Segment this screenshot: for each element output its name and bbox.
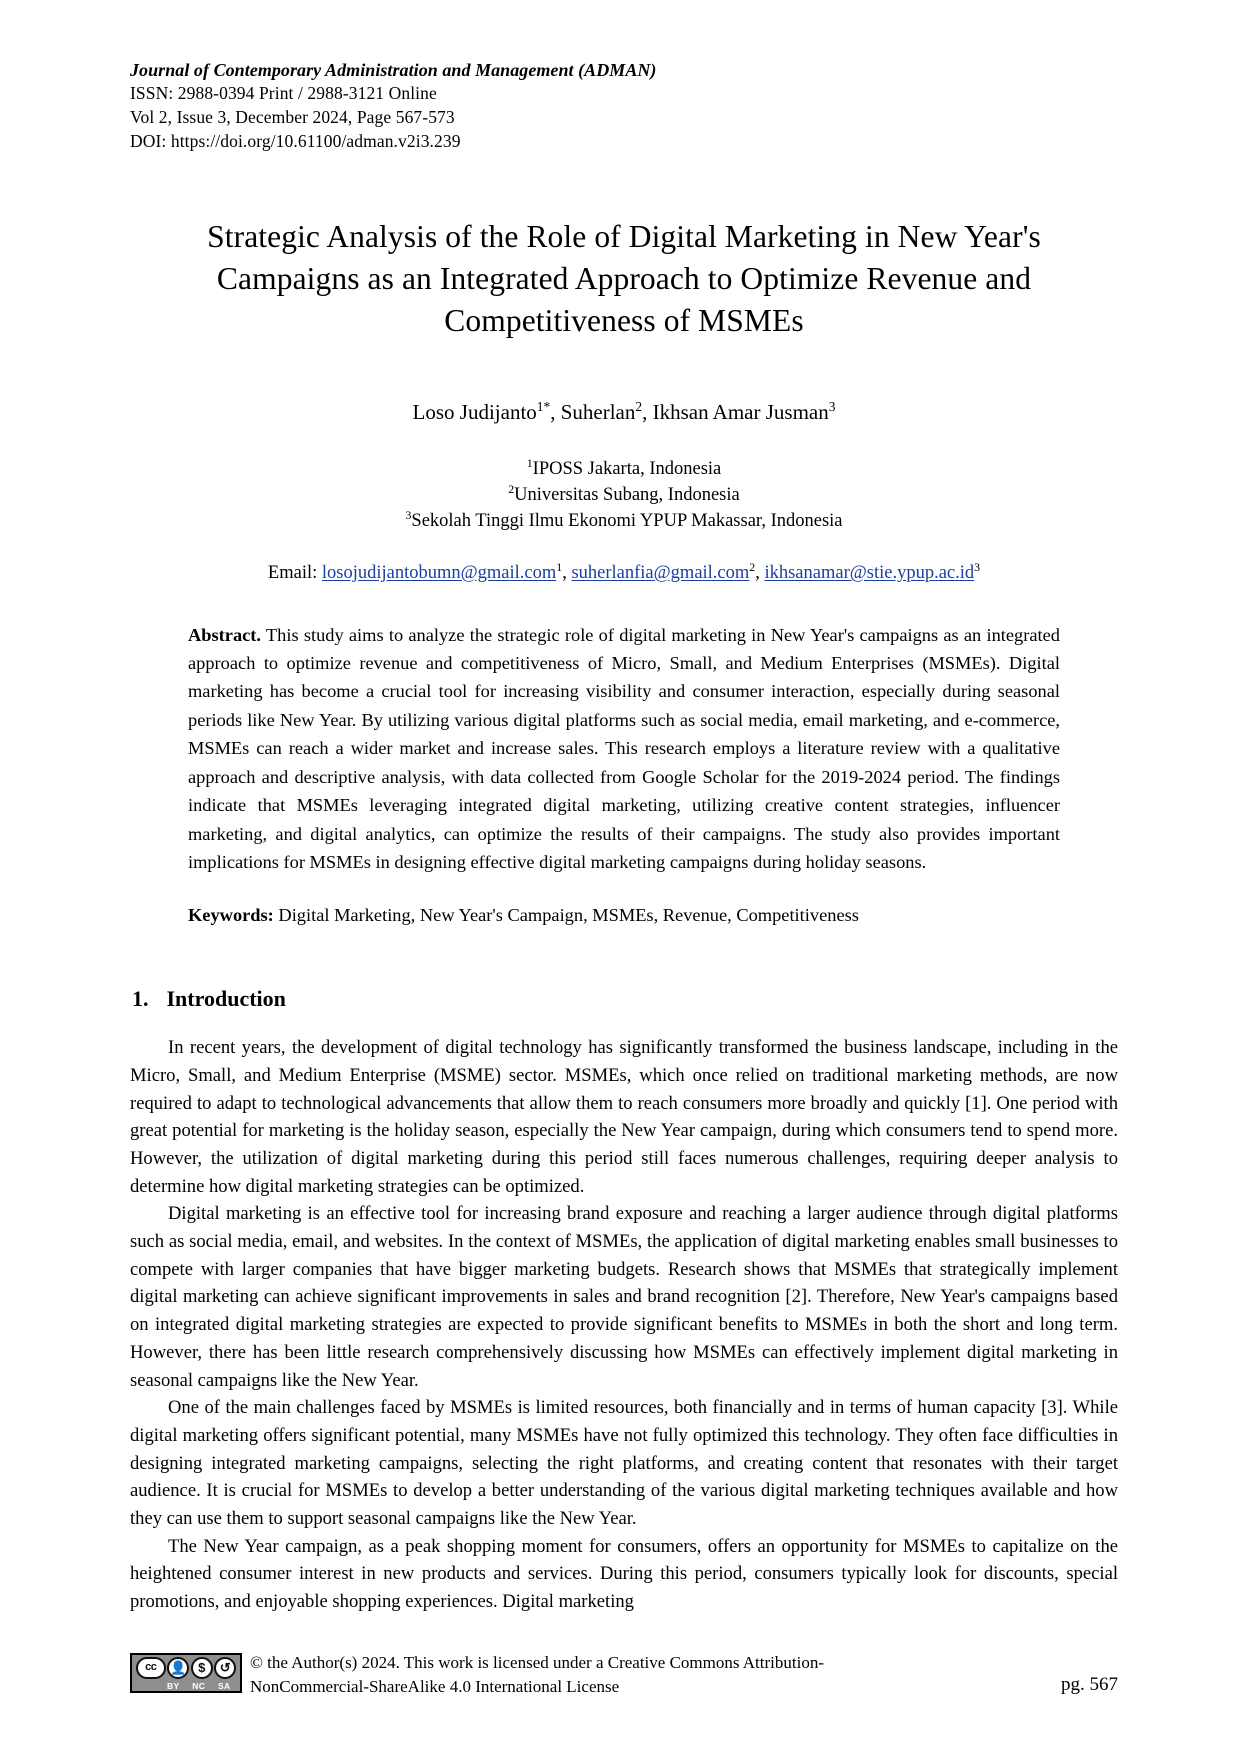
abstract-paragraph — [188, 621, 1060, 877]
body-paragraph: Digital marketing is an effective tool for increasing brand exposure and reaching a larger audience through digital platforms such as social media, email, and websites. In the context of MSMEs, the application of digital marketing enables small businesses to compete with larger companies that have bigger marketing budgets. Research shows that MSMEs that strategically implement digital marketing can achieve significant improvements in sales and brand recognition [2]. Therefore, New Year's campaigns based on integrated digital marketing strategies are expected to provide significant benefits to MSMEs in both the short and long term. However, there has been little research comprehensively discussing how MSMEs can effectively implement digital marketing in seasonal campaigns like the New Year. — [130, 1203, 1118, 1391]
keywords-body: Digital Marketing, New Year's Campaign, MSMEs, Revenue, Competitiveness — [273, 905, 859, 926]
cc-by-person-icon: 👤 — [167, 1657, 189, 1679]
affiliation-list — [130, 456, 1118, 535]
affiliation-marker: 3 — [405, 508, 412, 523]
license-block — [130, 1651, 824, 1698]
journal-volume-issue: Vol 2, Issue 3, December 2024, Page 567-573 — [130, 107, 455, 128]
journal-name: Journal of Contemporary Administration and Management (ADMAN) — [130, 60, 657, 80]
affiliation-text: Sekolah Tinggi Ilmu Ekonomi YPUP Makassar, Indonesia — [411, 511, 843, 532]
affiliation-marker: 2 — [508, 481, 515, 496]
email-link-3[interactable]: ikhsanamar@stie.ypup.ac.id — [764, 562, 975, 583]
page-footer — [130, 1651, 1118, 1698]
cc-label-sa: SA — [218, 1680, 231, 1691]
cc-logo-icon: cc — [136, 1657, 166, 1679]
email-separator-2: , — [755, 562, 765, 583]
email-marker-2: 2 — [749, 559, 756, 574]
email-marker-1: 1 — [556, 559, 563, 574]
license-line-2: NonCommercial-ShareAlike 4.0 International License — [250, 1676, 620, 1696]
cc-label-nc: NC — [192, 1680, 206, 1691]
body-paragraph: The New Year campaign, as a peak shopping moment for consumers, offers an opportunity for MSMEs to capitalize on the heightened consumer interest in new products and services. During this period, consumers typically look for discounts, special promotions, and enjoyable shopping experiences. Digital marketing — [130, 1535, 1118, 1613]
journal-issn: ISSN: 2988-0394 Print / 2988-3121 Online — [130, 83, 437, 104]
cc-label-row — [132, 1680, 240, 1691]
affiliation-item — [130, 508, 1118, 534]
license-line-1: © the Author(s) 2024. This work is licensed under a Creative Commons Attribution- — [250, 1653, 824, 1673]
creative-commons-badge-icon[interactable] — [130, 1653, 242, 1693]
author-affiliation-marker-2: 2 — [635, 399, 643, 415]
email-marker-3: 3 — [974, 559, 981, 574]
abstract-block — [130, 621, 1118, 931]
abstract-body: This study aims to analyze the strategic role of digital marketing in New Year's campaigns as an integrated approach to optimize revenue and competitiveness of Micro, Small, and Medium Enterprises (MSMEs). Digital marketing has become a crucial tool for increasing visibility and consumer interaction, especially during seasonal periods like New Year. By utilizing various digital platforms such as social media, email marketing, and e-commerce, MSMEs can reach a wider market and increase sales. This research employs a literature review with a qualitative approach and descriptive analysis, with data collected from Google Scholar for the 2019-2024 period. The findings indicate that MSMEs leveraging integrated digital marketing, utilizing creative content strategies, influencer marketing, and digital analytics, can optimize the results of their campaigns. The study also provides important implications for MSMEs in designing effective digital marketing campaigns during holiday seasons. — [188, 624, 1060, 873]
email-link-2[interactable]: suherlanfia@gmail.com — [571, 562, 750, 583]
author-list — [130, 398, 1118, 427]
email-link-1[interactable]: losojudijantobumn@gmail.com — [321, 562, 557, 583]
journal-doi: DOI: https://doi.org/10.61100/adman.v2i3.239 — [130, 131, 461, 152]
affiliation-item — [130, 482, 1118, 508]
author-name-1: Loso Judijanto — [412, 400, 537, 425]
section-heading-introduction — [130, 986, 1118, 1012]
author-separator-1: , — [550, 400, 561, 425]
abstract-label: Abstract. — [188, 624, 262, 645]
affiliation-marker: 1 — [526, 455, 533, 470]
affiliation-text: IPOSS Jakarta, Indonesia — [532, 458, 722, 479]
email-separator-1: , — [562, 562, 572, 583]
cc-nc-nocommercial-icon: $ — [191, 1657, 213, 1679]
page-title: Strategic Analysis of the Role of Digital Marketing in New Year's Campaigns as an Integrated Approach to Optimize Revenue and Competitiveness of MSMEs — [207, 218, 1041, 339]
body-copy — [130, 1034, 1118, 1616]
license-text — [250, 1651, 824, 1698]
author-affiliation-marker-3: 3 — [828, 399, 836, 415]
body-paragraph: One of the main challenges faced by MSMEs is limited resources, both financially and in terms of human capacity [3]. While digital marketing offers significant potential, many MSMEs have not fully optimized this technology. They often face difficulties in designing integrated marketing campaigns, selecting the right platforms, and creating content that resonates with their target audience. It is crucial for MSMEs to develop a better understanding of the various digital marketing techniques available and how they can use them to support seasonal campaigns like the New Year. — [130, 1397, 1118, 1530]
body-paragraph: In recent years, the development of digital technology has significantly transformed the business landscape, including in the Micro, Small, and Medium Enterprise (MSME) sector. MSMEs, which once relied on traditional marketing methods, are now required to adapt to technological advancements that allow them to reach consumers more broadly and quickly [1]. One period with great potential for marketing is the holiday season, especially the New Year campaign, during which consumers tend to spend more. However, the utilization of digital marketing during this period still faces numerous challenges, requiring deeper analysis to determine how digital marketing strategies can be optimized. — [130, 1037, 1118, 1197]
journal-masthead — [130, 58, 1118, 154]
cc-icon-row — [132, 1655, 240, 1680]
page-number: pg. 567 — [1061, 1674, 1118, 1695]
affiliation-item — [130, 456, 1118, 482]
section-title: Introduction — [166, 986, 286, 1012]
email-label: Email: — [267, 562, 322, 583]
affiliation-text: Universitas Subang, Indonesia — [514, 485, 740, 506]
author-affiliation-marker-1: 1* — [536, 399, 551, 415]
cc-label-by: BY — [167, 1680, 180, 1691]
section-number: 1. — [132, 986, 149, 1012]
keywords-line — [188, 902, 1060, 930]
author-separator-2: , — [642, 400, 653, 425]
author-name-2: Suherlan — [560, 400, 636, 425]
author-email-line — [130, 561, 1118, 587]
author-name-3: Ikhsan Amar Jusman — [652, 400, 829, 425]
keywords-label: Keywords: — [188, 905, 274, 926]
cc-sa-sharealike-icon: ↺ — [214, 1657, 236, 1679]
